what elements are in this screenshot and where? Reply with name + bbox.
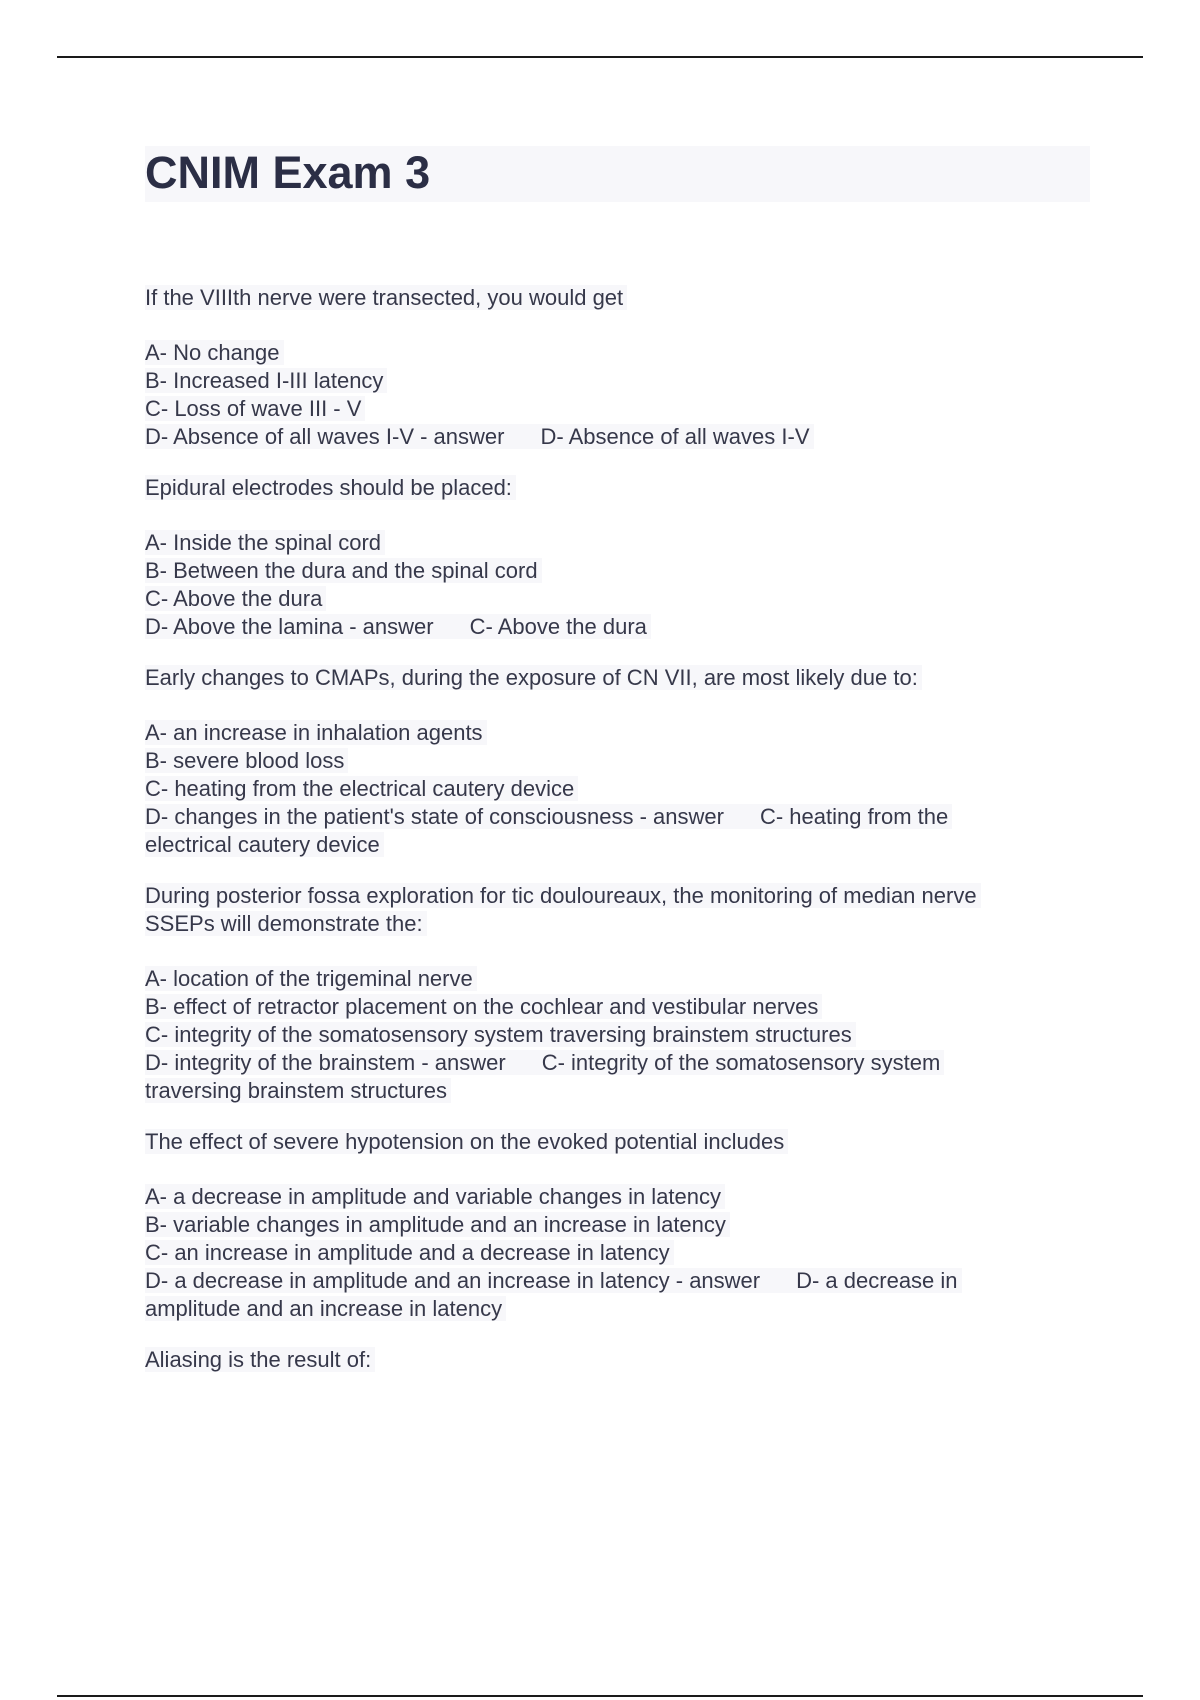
question-block: [145, 284, 1090, 451]
correct-answer: C- heating from the: [759, 804, 949, 829]
correct-answer: D- Absence of all waves I-V: [540, 424, 810, 449]
page-title: CNIM Exam 3: [145, 147, 431, 198]
answer-continuation: traversing brainstem structures: [145, 1078, 451, 1103]
option-d: D- changes in the patient's state of consciousness - answer: [145, 804, 724, 829]
question-text: Early changes to CMAPs, during the exposure of CN VII, are most likely due to:: [145, 665, 922, 690]
option-c: C- Loss of wave III - V: [145, 396, 365, 421]
correct-answer: D- a decrease in: [796, 1268, 958, 1293]
answer-continuation: electrical cautery device: [145, 832, 384, 857]
option-a: A- an increase in inhalation agents: [145, 720, 487, 745]
question-block: [145, 474, 1090, 641]
question-text: Aliasing is the result of:: [145, 1347, 375, 1372]
option-c: C- Above the dura: [145, 586, 326, 611]
question-text: If the VIIIth nerve were transected, you would get: [145, 285, 627, 310]
option-a: A- location of the trigeminal nerve: [145, 966, 477, 991]
option-a: A- Inside the spinal cord: [145, 530, 385, 555]
option-d: D- Absence of all waves I-V - answer: [145, 424, 505, 449]
question-block: [145, 664, 1090, 859]
option-b: B- Between the dura and the spinal cord: [145, 558, 542, 583]
correct-answer: C- Above the dura: [469, 614, 647, 639]
question-block: [145, 1128, 1090, 1323]
bottom-rule: [57, 1695, 1143, 1697]
top-rule: [57, 56, 1143, 58]
option-c: C- heating from the electrical cautery device: [145, 776, 578, 801]
option-c: C- integrity of the somatosensory system traversing brainstem structures: [145, 1022, 856, 1047]
option-a: A- No change: [145, 340, 284, 365]
question-list: [145, 284, 1090, 1401]
question-block: [145, 1346, 1090, 1374]
option-c: C- an increase in amplitude and a decrease in latency: [145, 1240, 674, 1265]
option-b: B- variable changes in amplitude and an increase in latency: [145, 1212, 730, 1237]
option-b: B- Increased I-III latency: [145, 368, 387, 393]
question-text: During posterior fossa exploration for tic douloureaux, the monitoring of median nerve: [145, 883, 981, 908]
option-a: A- a decrease in amplitude and variable changes in latency: [145, 1184, 725, 1209]
question-text: The effect of severe hypotension on the evoked potential includes: [145, 1129, 788, 1154]
question-text-continuation: SSEPs will demonstrate the:: [145, 911, 427, 936]
answer-continuation: amplitude and an increase in latency: [145, 1296, 506, 1321]
correct-answer: C- integrity of the somatosensory system: [541, 1050, 941, 1075]
option-b: B- effect of retractor placement on the cochlear and vestibular nerves: [145, 994, 822, 1019]
option-d: D- integrity of the brainstem - answer: [145, 1050, 506, 1075]
option-d: D- Above the lamina - answer: [145, 614, 434, 639]
question-text: Epidural electrodes should be placed:: [145, 475, 516, 500]
option-b: B- severe blood loss: [145, 748, 348, 773]
option-d: D- a decrease in amplitude and an increase in latency - answer: [145, 1268, 761, 1293]
question-block: [145, 882, 1090, 1105]
